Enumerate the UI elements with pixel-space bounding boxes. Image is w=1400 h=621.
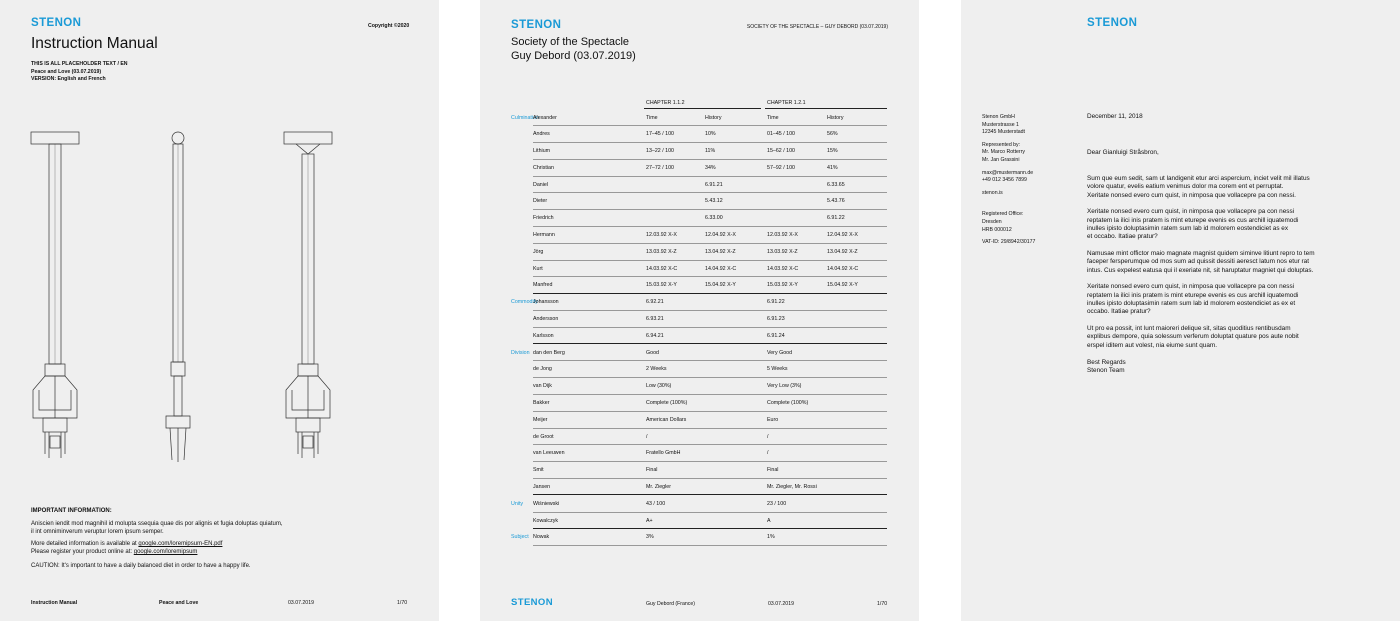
device-front-drawing <box>25 128 95 464</box>
table-cell: 12.04.92 X-X <box>827 232 858 239</box>
section-label: Culmination <box>511 114 539 121</box>
device-back-drawing <box>278 128 348 464</box>
table-cell: Andersson <box>533 316 559 323</box>
table-row <box>511 294 891 311</box>
table-row <box>511 277 891 294</box>
table-cell: Time <box>767 114 779 121</box>
pdf-link[interactable]: google.com/loremipsum-EN.pdf <box>138 541 223 547</box>
table-cell: Nowak <box>533 534 550 541</box>
table-cell: 6.91.21 <box>705 181 723 188</box>
table-row <box>511 479 891 496</box>
table-cell: 41% <box>827 164 838 171</box>
table-row <box>511 243 891 260</box>
table-row <box>511 227 891 244</box>
caution-text: CAUTION: It's important to have a daily balanced diet in order to have a happy life. <box>31 563 251 569</box>
table-cell: Kowalczyk <box>533 517 559 524</box>
section-label: Unity <box>511 500 524 507</box>
page-title: Instruction Manual <box>31 35 158 52</box>
table-cell: Final <box>767 467 779 474</box>
table-row <box>511 143 891 160</box>
table-cell: 13.04.92 X-Z <box>705 248 736 255</box>
meta-line: THIS IS ALL PLACEHOLDER TEXT / EN <box>31 61 128 67</box>
page-instruction-manual <box>0 0 439 621</box>
table-cell: Smit <box>533 467 544 474</box>
meta-line: Peace and Love (03.07.2019) <box>31 68 102 75</box>
table-cell: 12.03.92 X-X <box>767 232 798 239</box>
page-title: Society of the Spectacle Guy Debord (03.07.2019) <box>511 36 636 62</box>
table-cell: 3% <box>646 534 654 541</box>
letter-paragraph: Namusae mint offictor maio magnate magnist quidem siminve litiunt repro to tem faceper fersperumque od mos sum ad quissit dessiti aeresct latum nos etur rat intus. Cus expelest eatusa qui il exeriate nit, sit haruptatur magniet qui doluptas. <box>1087 250 1315 274</box>
footer-left: Instruction Manual <box>31 600 78 606</box>
table-cell: Time <box>646 114 658 121</box>
table-cell: Johansson <box>533 299 559 306</box>
section-label: Division <box>511 349 530 356</box>
table-cell: Complete (100%) <box>767 400 809 407</box>
table-row <box>511 495 891 512</box>
table-header <box>511 93 891 109</box>
table-cell: 13.04.92 X-Z <box>827 248 858 255</box>
table-cell: Daniel <box>533 181 549 188</box>
table-cell: 6.91.22 <box>767 299 785 306</box>
letter-date: December 11, 2018 <box>1087 113 1143 120</box>
important-heading: IMPORTANT INFORMATION: <box>31 508 112 514</box>
page-letter <box>961 0 1400 621</box>
table-cell: 6.93.21 <box>646 316 664 323</box>
meta-line: VERSION: English and French <box>31 76 106 82</box>
table-row <box>511 126 891 143</box>
table-cell: Meijer <box>533 416 548 423</box>
device-side-drawing <box>160 128 200 464</box>
table-cell: 12.04.92 X-X <box>705 232 736 239</box>
table-cell: 5.43.76 <box>827 198 845 205</box>
table-cell: / <box>646 433 648 440</box>
table-cell: Complete (100%) <box>646 400 688 407</box>
salutation: Dear Gianluigi Stråsbron, <box>1087 149 1159 156</box>
table-cell: Mr. Ziegler <box>646 484 672 491</box>
footer-page: 1/70 <box>397 600 408 606</box>
table-cell: / <box>767 433 769 440</box>
letter-paragraph: Xeritate nonsed evero cum quist, in nimposa que vollacepre pa con nessi reptatem la ilici inis pratem is mint eturepe evenis es cus archill iquatemodi inulles ipisto doluptasimin ratem sum lab id molorem eostendiciet as ex et occabo. Itatiae pratur? <box>1087 283 1299 316</box>
section-label: Subject <box>511 534 529 541</box>
table-cell: 6.92.21 <box>646 299 664 306</box>
table-cell: Karlsson <box>533 332 554 339</box>
table-cell: de Jong <box>533 366 552 373</box>
table-cell: 6.91.22 <box>827 215 845 222</box>
table-cell: Christian <box>533 164 554 171</box>
table-cell: 13.03.92 X-Z <box>767 248 798 255</box>
table-cell: Good <box>646 349 659 356</box>
table-cell: 6.33.65 <box>827 181 845 188</box>
footer-page: 1/70 <box>877 601 888 607</box>
table-cell: 13–22 / 100 <box>646 148 674 155</box>
table-cell: Bakker <box>533 400 550 407</box>
table-row <box>511 361 891 378</box>
letter-body <box>1087 175 1315 375</box>
table-cell: 5 Weeks <box>767 366 788 373</box>
table-cell: Jörg <box>533 248 544 255</box>
table-cell: 15–62 / 100 <box>767 148 795 155</box>
footer-logo: STENON <box>511 597 553 608</box>
table-cell: de Groot <box>533 433 554 440</box>
table-cell: 27–72 / 100 <box>646 164 674 171</box>
table-row <box>511 193 891 210</box>
table-cell: History <box>705 114 722 121</box>
letter-paragraph: Ut pro ea possit, int lunt maioreri delique sit, sitas quoditius rentibusdam explibus dempore, quia solessum verferum doluptat quature pos aute nobit erspel iditem aut volest, nia eiume sunt quam. <box>1087 325 1299 349</box>
table-row <box>511 344 891 361</box>
letter-paragraph: Sum que eum sedit, sam ut landigenit etur arci aspercium, inciet velit mil illatus volore quatur, evelis eatium venimus dolor ma corem ent et perruptat. Xeritate nonsed evero cum quist, in nimposa que vollacepre pa con nessi. <box>1087 175 1310 199</box>
table-cell: 57–92 / 100 <box>767 164 795 171</box>
table-row <box>511 378 891 395</box>
closing: Best Regards Stenon Team <box>1087 358 1126 374</box>
table-cell: 2 Weeks <box>646 366 667 373</box>
footer-mid: Peace and Love <box>159 600 199 606</box>
table-cell: Very Low (3%) <box>767 383 802 390</box>
phone: +49 012 3456 7899 <box>982 177 1027 184</box>
table-cell: Fratello GmbH <box>646 450 681 457</box>
page-spectacle-table <box>480 0 919 621</box>
table-cell: 17–45 / 100 <box>646 131 674 138</box>
chapter-header: CHAPTER 1.2.1 <box>767 100 806 106</box>
sender-block: Stenon GmbH Musterstrasse 1 12345 Musterstadt Represented by: Mr. Marco Rotterry Mr. Jan Grassini max@mustermann.de +49 012 3456 7899 stenon.is Registered Office: Dresden HRB 000012 VAT-ID: 29/8942/30177 <box>982 114 1036 246</box>
table-cell: Andres <box>533 131 550 138</box>
table-cell: Wiśniewski <box>533 500 560 507</box>
website-link[interactable]: stenon.is <box>982 189 1003 196</box>
table-cell: 14.04.92 X-C <box>827 265 859 272</box>
footer-date: 03.07.2019 <box>288 600 314 606</box>
table-cell: 14.04.92 X-C <box>705 265 737 272</box>
table-cell: 14.03.92 X-C <box>646 265 678 272</box>
brand-logo: STENON <box>1087 17 1138 29</box>
important-text: Aniscien iendit mod magnihil id molupta ssequia quae dis por alignis et fugia doluptas quiatum, il int omniminverum veruptur lorem ipsum semper. <box>31 521 283 535</box>
register-link[interactable]: google.com/loremipsum <box>133 549 198 555</box>
table-row <box>511 395 891 412</box>
chapter-header: CHAPTER 1.1.2 <box>646 100 685 106</box>
table-cell: 13.03.92 X-Z <box>646 248 677 255</box>
table-cell: / <box>767 450 769 457</box>
email[interactable]: max@mustermann.de <box>982 169 1034 176</box>
vat-id: VAT-ID: 29/8942/30177 <box>982 239 1036 246</box>
footer-mid: Guy Debord (France) <box>646 601 696 607</box>
table-cell: 6.91.24 <box>767 332 785 339</box>
table-cell: 56% <box>827 131 838 138</box>
table-row <box>511 327 891 344</box>
table-cell: 10% <box>705 131 716 138</box>
table-cell: 6.91.23 <box>767 316 785 323</box>
table-cell: Euro <box>767 416 779 423</box>
table-cell: A <box>767 517 771 524</box>
table-cell: 11% <box>705 148 716 155</box>
table-cell: Alexander <box>533 114 557 121</box>
table-row <box>511 445 891 462</box>
info-links: More detailed information is available at google.com/loremipsum-EN.pdf Please register your product online at: google.com/loremipsum <box>31 541 223 555</box>
table-cell: Mr. Ziegler, Mr. Rossi <box>767 484 817 491</box>
table-cell: 6.94.21 <box>646 332 664 339</box>
table-cell: 01–45 / 100 <box>767 131 795 138</box>
table-row <box>511 210 891 227</box>
table-cell: American Dollars <box>646 416 687 423</box>
table-cell: van Leeuwen <box>533 450 565 457</box>
footer-date: 03.07.2019 <box>768 601 794 607</box>
table-row <box>511 260 891 277</box>
copyright: Copyright ©2020 <box>368 23 410 29</box>
table-cell: Friedrich <box>533 215 554 222</box>
table-cell: 14.03.92 X-C <box>767 265 799 272</box>
table-cell: 5.43.12 <box>705 198 723 205</box>
table-cell: Kurt <box>533 265 543 272</box>
table-cell: Lithium <box>533 148 551 155</box>
header-right: SOCIETY OF THE SPECTACLE – GUY DEBORD (03.07.2019) <box>746 24 888 30</box>
section-label: Commodity <box>511 299 538 306</box>
table-cell: Manfred <box>533 282 553 289</box>
meta-block <box>31 61 128 84</box>
table-row <box>511 311 891 328</box>
table-cell: 23 / 100 <box>767 500 787 507</box>
table-cell: 15.04.92 X-Y <box>827 282 858 289</box>
table-cell: 6.33.00 <box>705 215 723 222</box>
brand-logo: STENON <box>511 19 562 31</box>
table-cell: 15% <box>827 148 838 155</box>
table-row <box>511 411 891 428</box>
table-cell: Jansen <box>533 484 551 491</box>
data-table <box>511 93 891 546</box>
table-cell: Very Good <box>767 349 793 356</box>
table-cell: 15.04.92 X-Y <box>705 282 736 289</box>
table-cell: van Dijk <box>533 383 552 390</box>
table-cell: 1% <box>767 534 775 541</box>
table-cell: 15.03.92 X-Y <box>646 282 677 289</box>
table-row <box>511 512 891 529</box>
table-row <box>511 176 891 193</box>
table-cell: 12.03.92 X-X <box>646 232 677 239</box>
table-cell: A+ <box>646 517 653 524</box>
table-cell: Low (30%) <box>646 383 672 390</box>
table-row <box>511 428 891 445</box>
table-cell: dan den Berg <box>533 349 565 356</box>
table-row <box>511 462 891 479</box>
brand-logo: STENON <box>31 17 82 29</box>
table-row <box>511 529 891 546</box>
table-cell: 43 / 100 <box>646 500 666 507</box>
table-cell: 34% <box>705 164 716 171</box>
letter-paragraph: Xeritate nonsed evero cum quist, in nimposa que vollacepre pa con nessi reptatem la ilici inis pratem is mint eturepe evenis es cus archill iquatemodi inulles ipisto doluptasimin ratem sum lab id molorem eostendiciet as ex et occabo. Itatiae pratur? <box>1087 208 1299 241</box>
table-cell: Dieter <box>533 198 548 205</box>
table-row <box>511 159 891 176</box>
table-row <box>511 109 891 126</box>
table-cell: Hermann <box>533 232 555 239</box>
table-cell: History <box>827 114 844 121</box>
table-cell: 15.03.92 X-Y <box>767 282 798 289</box>
table-cell: Final <box>646 467 658 474</box>
